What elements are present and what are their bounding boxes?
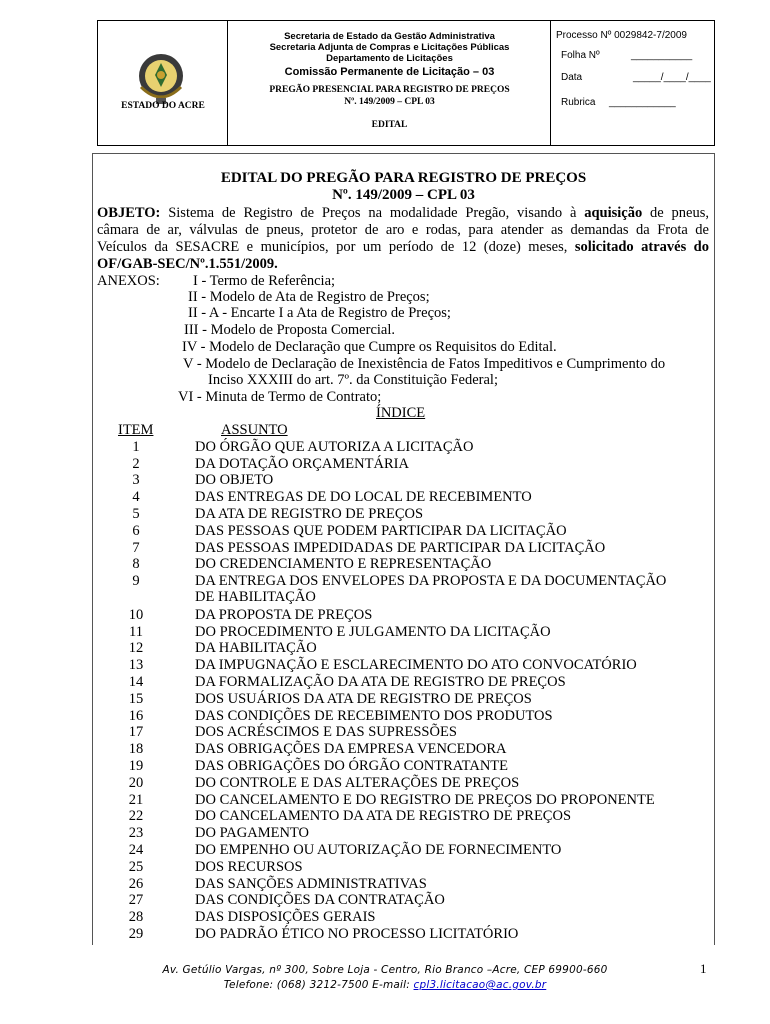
state-seal-icon xyxy=(136,51,186,107)
objeto-line-1: OBJETO: Sistema de Registro de Preços na modalidade Pregão, visando à aquisição de pneus, xyxy=(97,205,710,221)
index-item-number: 14 xyxy=(128,674,144,690)
rubrica-value: ____________ xyxy=(609,97,676,108)
index-item-title: DAS ENTREGAS DE DO LOCAL DE RECEBIMENTO xyxy=(195,489,532,505)
index-item-number: 1 xyxy=(132,439,140,455)
index-item-number: 20 xyxy=(128,775,144,791)
assunto-column-header: ASSUNTO xyxy=(221,422,288,438)
index-item-title: DO PAGAMENTO xyxy=(195,825,310,841)
index-item-number: 11 xyxy=(129,624,143,640)
index-item-number: 23 xyxy=(128,825,144,841)
header-title-cell xyxy=(228,21,551,145)
index-item-number: 13 xyxy=(128,657,144,673)
index-item-title: DAS DISPOSIÇÕES GERAIS xyxy=(195,909,376,925)
index-item-title: DO EMPENHO OU AUTORIZAÇÃO DE FORNECIMENTO xyxy=(195,842,562,858)
index-item-number: 24 xyxy=(128,842,144,858)
header-line-edital: EDITAL xyxy=(371,120,408,130)
index-item-title: DAS OBRIGAÇÕES DA EMPRESA VENCEDORA xyxy=(195,741,507,757)
folha-label: Folha Nº xyxy=(561,50,600,61)
header-logo-cell xyxy=(98,21,228,145)
header-line-secretaria-adjunta: Secretaria Adjunta de Compras e Licitações Públicas xyxy=(269,42,510,53)
objeto-label: OBJETO: xyxy=(97,205,161,221)
item-column-header: ITEM xyxy=(118,422,154,438)
anexo-item: III - Modelo de Proposta Comercial. xyxy=(184,322,396,338)
index-item-title: DO PROCEDIMENTO E JULGAMENTO DA LICITAÇÃO xyxy=(195,624,551,640)
folha-value: ___________ xyxy=(631,50,693,61)
index-item-title: DAS PESSOAS QUE PODEM PARTICIPAR DA LICITAÇÃO xyxy=(195,523,567,539)
indice-heading: ÍNDICE xyxy=(376,405,426,421)
data-value: _____/____/____ xyxy=(633,72,711,83)
anexos-label: ANEXOS: xyxy=(97,273,160,289)
index-item-title: DAS CONDIÇÕES DE RECEBIMENTO DOS PRODUTOS xyxy=(195,708,553,724)
index-item-title: DA HABILITAÇÃO xyxy=(195,640,317,656)
index-item-number: 16 xyxy=(128,708,144,724)
anexo-item: I - Termo de Referência; xyxy=(193,273,336,289)
state-name: ESTADO DO ACRE xyxy=(121,101,205,111)
header-line-numero: Nº. 149/2009 – CPL 03 xyxy=(344,97,435,107)
index-item-number: 2 xyxy=(132,456,140,472)
index-item-title: DA IMPUGNAÇÃO E ESCLARECIMENTO DO ATO CONVOCATÓRIO xyxy=(195,657,637,673)
index-item-title: DAS OBRIGAÇÕES DO ÓRGÃO CONTRATANTE xyxy=(195,758,509,774)
index-item-number: 9 xyxy=(132,573,140,589)
index-item-title: DO ÓRGÃO QUE AUTORIZA A LICITAÇÃO xyxy=(195,439,474,455)
page-number: 1 xyxy=(700,961,707,976)
index-item-number: 6 xyxy=(132,523,140,539)
index-item-number: 12 xyxy=(128,640,144,656)
header-process-cell xyxy=(551,21,714,145)
index-item-number: 7 xyxy=(132,540,140,556)
index-item-title: DOS ACRÉSCIMOS E DAS SUPRESSÕES xyxy=(195,724,457,740)
anexo-item: VI - Minuta de Termo de Contrato; xyxy=(178,389,382,405)
index-item-number: 28 xyxy=(128,909,144,925)
index-item-number: 25 xyxy=(128,859,144,875)
index-item-number: 5 xyxy=(132,506,140,522)
data-label: Data xyxy=(561,72,583,83)
anexo-item: Inciso XXXIII do art. 7º. da Constituição Federal; xyxy=(208,372,498,388)
index-item-number: 22 xyxy=(128,808,144,824)
index-item-title: DO CREDENCIAMENTO E REPRESENTAÇÃO xyxy=(195,556,492,572)
index-item-title: DA DOTAÇÃO ORÇAMENTÁRIA xyxy=(195,456,409,472)
header-line-secretaria: Secretaria de Estado da Gestão Administrativa xyxy=(284,31,495,42)
index-item-title: DA ENTREGA DOS ENVELOPES DA PROPOSTA E DA DOCUMENTAÇÃO xyxy=(195,573,667,589)
index-item-number: 18 xyxy=(128,741,144,757)
objeto-line-4: OF/GAB-SEC/Nº.1.551/2009. xyxy=(97,256,278,272)
index-item-number: 17 xyxy=(128,724,144,740)
index-item-title: DOS USUÁRIOS DA ATA DE REGISTRO DE PREÇOS xyxy=(195,691,532,707)
index-item-number: 21 xyxy=(128,792,144,808)
index-item-number: 27 xyxy=(128,892,144,908)
objeto-line-2: câmara de ar, válvulas de pneus, protetor de aro e rodas, para atender as demandas da Frota de xyxy=(97,222,709,238)
index-item-title: DAS CONDIÇÕES DA CONTRATAÇÃO xyxy=(195,892,445,908)
index-item-title-cont: DE HABILITAÇÃO xyxy=(195,589,316,605)
header-line-departamento: Departamento de Licitações xyxy=(326,53,453,64)
footer-contact xyxy=(0,979,770,991)
index-item-title: DO OBJETO xyxy=(195,472,274,488)
rubrica-label: Rubrica xyxy=(561,97,596,108)
footer-phone: Telefone: (068) 3212-7500 E-mail: xyxy=(223,979,410,991)
index-item-title: DA FORMALIZAÇÃO DA ATA DE REGISTRO DE PREÇOS xyxy=(195,674,566,690)
index-item-title: DOS RECURSOS xyxy=(195,859,303,875)
document-title: EDITAL DO PREGÃO PARA REGISTRO DE PREÇOS xyxy=(220,170,587,186)
document-subtitle: Nº. 149/2009 – CPL 03 xyxy=(332,187,475,203)
index-item-number: 3 xyxy=(132,472,140,488)
header-line-pregao: PREGÃO PRESENCIAL PARA REGISTRO DE PREÇOS xyxy=(269,85,510,95)
objeto-line-3: Veículos da SESACRE e municípios, por um período de 12 (doze) meses, solicitado através do xyxy=(97,239,709,255)
index-item-title: DO CONTROLE E DAS ALTERAÇÕES DE PREÇOS xyxy=(195,775,520,791)
anexo-item: II - A - Encarte I a Ata de Registro de Preços; xyxy=(188,305,451,321)
footer-address: Av. Getúlio Vargas, nº 300, Sobre Loja - Centro, Rio Branco –Acre, CEP 69900-660 xyxy=(162,964,608,976)
index-item-title: DA PROPOSTA DE PREÇOS xyxy=(195,607,373,623)
header-line-comissao: Comissão Permanente de Licitação – 03 xyxy=(284,66,495,78)
index-item-title: DAS PESSOAS IMPEDIDADAS DE PARTICIPAR DA LICITAÇÃO xyxy=(195,540,606,556)
index-item-number: 26 xyxy=(128,876,144,892)
index-item-title: DO CANCELAMENTO E DO REGISTRO DE PREÇOS DO PROPONENTE xyxy=(195,792,655,808)
index-item-number: 8 xyxy=(132,556,140,572)
index-item-title: DA ATA DE REGISTRO DE PREÇOS xyxy=(195,506,424,522)
index-item-number: 15 xyxy=(128,691,144,707)
index-item-title: DAS SANÇÕES ADMINISTRATIVAS xyxy=(195,876,427,892)
process-number: Processo Nº 0029842-7/2009 xyxy=(556,30,687,41)
index-item-number: 19 xyxy=(128,758,144,774)
document-header xyxy=(97,20,715,146)
index-item-title: DO CANCELAMENTO DA ATA DE REGISTRO DE PREÇOS xyxy=(195,808,572,824)
footer-email-link[interactable]: cpl3.licitacao@ac.gov.br xyxy=(413,979,547,991)
index-item-number: 10 xyxy=(128,607,144,623)
anexo-item: IV - Modelo de Declaração que Cumpre os Requisitos do Edital. xyxy=(182,339,557,355)
index-item-number: 4 xyxy=(132,489,140,505)
index-item-title: DO PADRÃO ÉTICO NO PROCESSO LICITATÓRIO xyxy=(195,926,519,942)
anexo-item: II - Modelo de Ata de Registro de Preços; xyxy=(188,289,430,305)
anexo-item: V - Modelo de Declaração de Inexistência de Fatos Impeditivos e Cumprimento do xyxy=(183,356,666,372)
index-item-number: 29 xyxy=(128,926,144,942)
